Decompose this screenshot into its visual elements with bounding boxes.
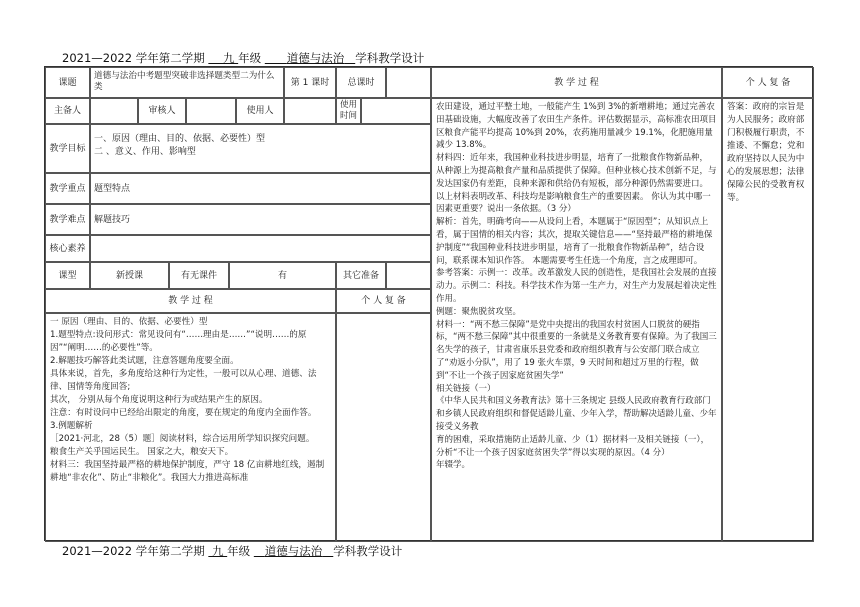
header-grade-suffix: 年级	[238, 51, 262, 65]
lesson-number: 第 1 课时	[284, 67, 336, 98]
courseware-value: 有	[229, 262, 336, 289]
page-header-top	[62, 50, 424, 66]
left-line: ［2021·河北，28（5）题］阅读材料，综合运用所学知识探究问题。	[50, 434, 315, 444]
type-value: 新授课	[90, 262, 169, 289]
other-prep-label: 其它准备	[336, 262, 386, 289]
right-line: 年辍学。	[436, 460, 471, 471]
left-review-body	[336, 313, 431, 542]
header-grade: 九	[222, 51, 235, 65]
footer-subject: 道德与法治	[264, 544, 323, 558]
courseware-label: 有无课件	[169, 262, 229, 289]
lesson-plan-table	[44, 66, 813, 541]
other-prep-value	[386, 262, 431, 289]
right-process-body	[431, 98, 722, 542]
course-title: 道德与法治中考题型突破非选择题类型二为什么类	[90, 67, 284, 98]
right-process-header: 教 学 过 程	[431, 67, 722, 98]
right-line: 育的困难，采取措施防止适龄儿童、少（1）据材料一及相关链接（一），分析“不让一个孩子因家庭贫困失学”得以实现的原因。（4 分）	[436, 434, 710, 458]
user-label: 使用人	[236, 98, 284, 124]
type-label: 课型	[45, 262, 90, 289]
total-lessons-value	[386, 67, 431, 98]
left-line: 2.解题技巧解答此类试题，注意答题角度要全面。	[50, 356, 239, 366]
time-value	[361, 98, 431, 124]
right-line: 材料一：“两不愁三保障”是党中央提出的我国农村贫困人口脱贫的硬指标，“两不愁三保障”其中很重要的一条就是义务教育要有保障。为了我国三名失学的孩子，甘肃省康乐县党委和政府组织教育与公安部门联合成立了“劝返小分队”，用了 19 张火车票，9 天时间和超过万里的行程，做到“不让一个孩子因家庭贫困失学”	[436, 319, 717, 381]
time-label: 使用时间	[336, 98, 361, 124]
review-note: 答案：政府的宗旨是为人民服务；政府部门积极履行职责，不推诿、不懈怠；党和政府坚持以人民为中心的发展思想；法律保障公民的受教育权等。	[727, 102, 805, 203]
left-process-header: 教 学 过 程	[45, 289, 336, 313]
header-year: 2021—2022 学年第二学期	[62, 51, 205, 65]
right-line: 农田建设，通过平整土地，一般能产生 1%到 3%的新增耕地；通过完善农田基础设施，大幅度改善了农田生产条件。评估数据显示，高标准农田项目区粮食产能平均提高 10%到 20%，农药施用量减少 19.1%，化肥施用量减少 13.8%。	[436, 102, 717, 151]
left-process-body	[45, 313, 336, 542]
key-value: 题型特点	[90, 173, 431, 204]
core-literacy-value	[90, 235, 431, 262]
right-line: 以上材料表明改革、科技均是影响粮食生产的重要因素。 你认为其中哪一因素更重要？说出一条依据。（3 分）	[436, 191, 711, 215]
reviewer-value	[186, 98, 236, 124]
goal-label: 教学目标	[45, 124, 90, 173]
left-line: 粮食生产关乎国运民生。 国家之大，粮安天下。	[50, 447, 234, 457]
left-line: 具体来说，首先，多角度给这种行为定性，一般可以从心理、道德、法律、国情等角度回答;	[50, 369, 317, 392]
difficulty-value: 解题技巧	[90, 204, 431, 235]
left-line: 3.例题解析	[50, 421, 93, 431]
right-line: 参考答案：示例一：改革。改革激发人民的创造性，是我国社会发展的直接动力。示例二：科技。科学技术作为第一生产力，对生产力发展起着决定性作用。	[436, 268, 717, 304]
course-label: 课题	[45, 67, 90, 98]
reviewer-label: 审核人	[138, 98, 186, 124]
right-line: 例题：聚焦脱贫攻坚。	[436, 306, 522, 317]
key-label: 教学重点	[45, 173, 90, 204]
difficulty-label: 教学难点	[45, 204, 90, 235]
right-review-header: 个 人 复 备	[722, 67, 814, 98]
right-review-body	[722, 98, 814, 542]
left-line: 注意：有时设问中已经给出限定的角度，要在规定的角度内全面作答。	[50, 408, 317, 418]
total-lessons-label: 总课时	[336, 67, 386, 98]
right-line: 材料四：近年来，我国种业科技进步明显，培育了一批粮食作物新品种， 从种源上为提高粮食产量和品质提供了保障。但种业核心技术创新不足，与发达国家仍有差距，良种来源和供给仍有短板，部分种源仍然需要进口。	[436, 153, 717, 189]
left-line: 材料三：我国坚持最严格的耕地保护制度，严守 18 亿亩耕地红线，遏制耕地“非农化”、防止“非粮化”。我国大力推进高标准	[50, 460, 325, 483]
preparer-label: 主备人	[45, 98, 90, 124]
right-line: 解析：首先，明确考向——从设问上看，本题属于“原因型”；从知识点上看，属于国情的相关内容；其次，提取关键信息——“坚持最严格的耕地保护制度”“我国种业科技进步明显，培育了一批粮食作物新品种”，结合设问，联系课本知识作答。 本题需要考生任选一个角度，言之成理即可。	[436, 217, 713, 266]
right-line: 相关链接（一）	[436, 383, 496, 394]
preparer-value	[90, 98, 138, 124]
left-review-header: 个 人 复 备	[336, 289, 431, 313]
user-value	[284, 98, 336, 124]
page-header-bottom	[62, 543, 402, 559]
footer-grade-suffix: 年级	[227, 544, 251, 558]
core-literacy-label: 核心素养	[45, 235, 90, 262]
goal-content	[90, 124, 431, 173]
goal-item-2: 二 、意义、作用、影响型	[94, 147, 196, 157]
footer-year: 2021—2022 学年第二学期	[62, 544, 205, 558]
left-line: 一 原因（理由、目的、依据、必要性）型	[50, 317, 208, 327]
right-line: 《中华人民共和国义务教育法》第十三条规定 县级人民政府教育行政部门和乡镇人民政府组织和督促适龄儿童、少年入学，帮助解决适龄儿童、少年接受义务教	[436, 396, 717, 432]
left-line: 1.题型特点:设问形式：常见设问有“……理由是……”“说明……的原因”“阐明……的必要性”等。	[50, 330, 307, 353]
footer-grade: 九	[212, 544, 224, 558]
left-line: 其次， 分别从每个角度说明这种行为或结果产生的原因。	[50, 395, 268, 405]
header-suffix: 学科教学设计	[355, 51, 425, 65]
goal-item-1: 一、原因（理由、目的、依据、必要性）型	[94, 134, 266, 144]
footer-suffix: 学科教学设计	[333, 544, 403, 558]
header-subject: 道德与法治	[286, 51, 345, 65]
